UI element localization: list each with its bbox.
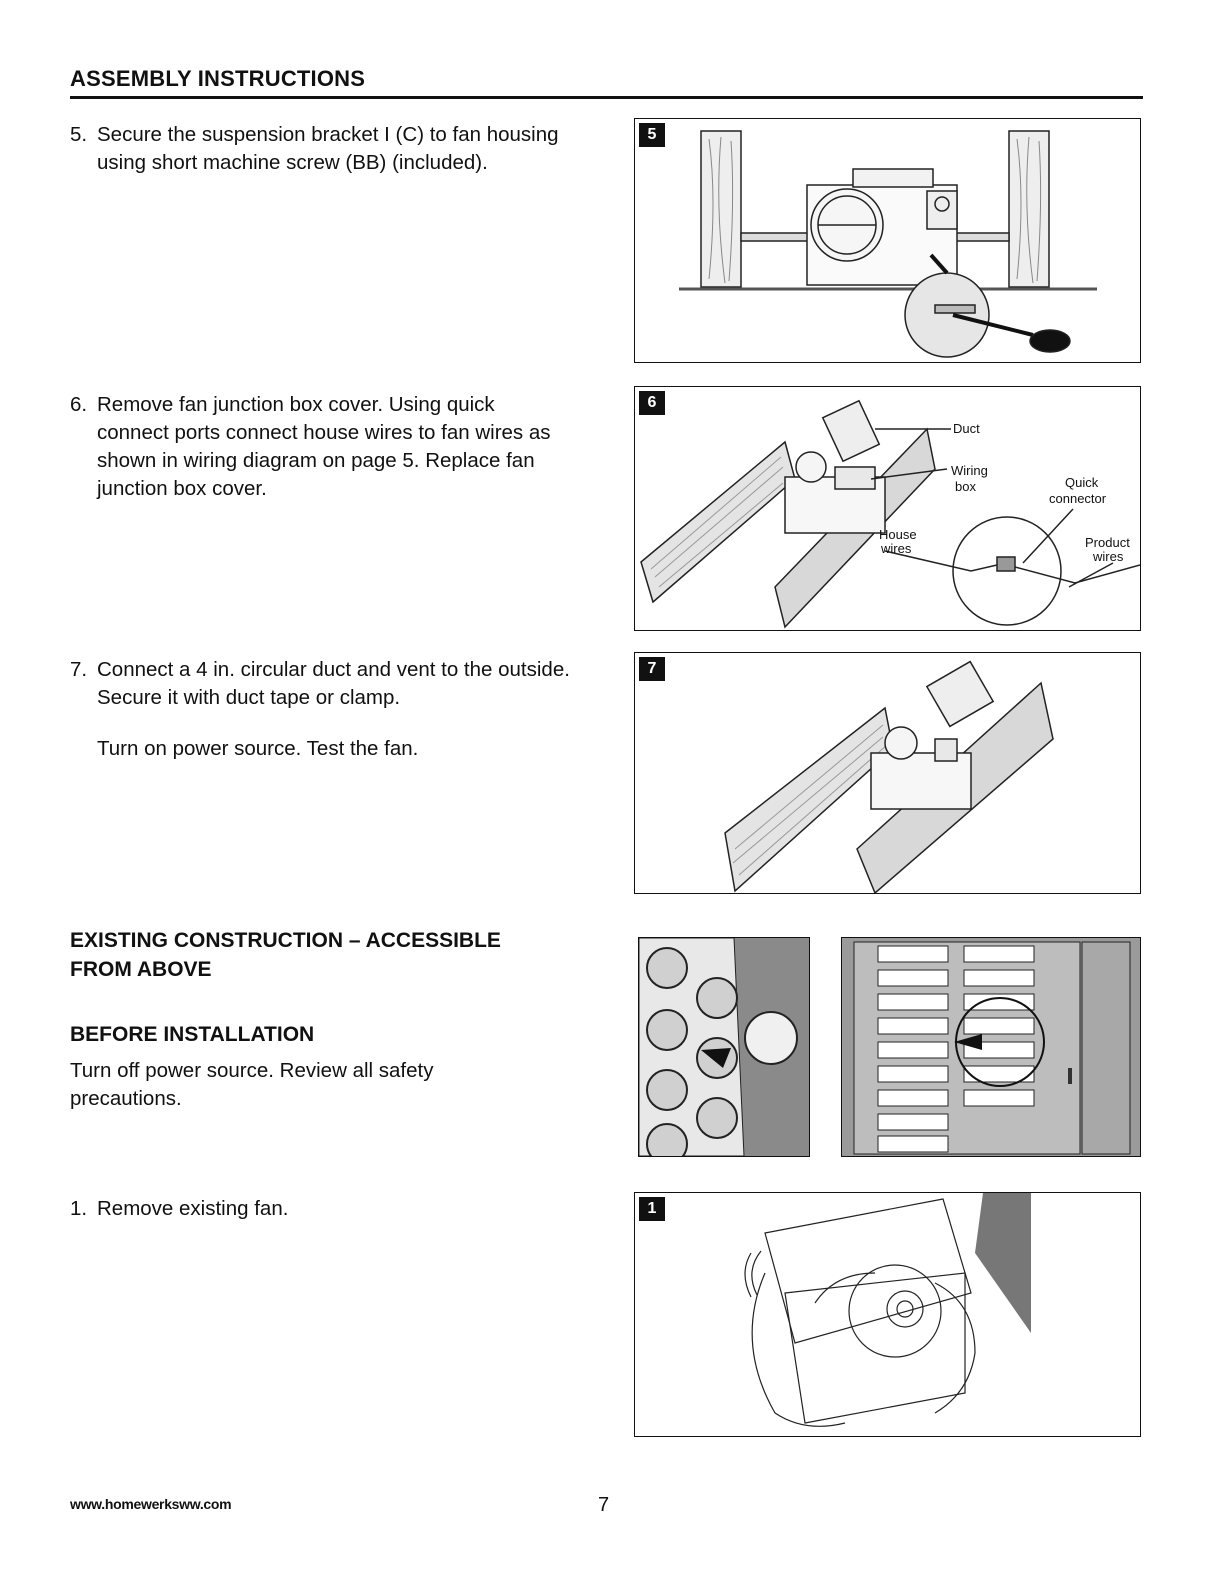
figure-5-illustration xyxy=(635,119,1140,362)
figure-breaker-panel xyxy=(841,937,1141,1157)
figure-badge: 7 xyxy=(639,657,665,681)
step-number: 6. xyxy=(70,393,88,416)
label-quick: Quick xyxy=(1065,475,1099,490)
step-text: Secure the suspension bracket I (C) to fan housing using short machine screw (BB) (included). xyxy=(97,123,559,174)
label-house-wires: wires xyxy=(881,541,912,556)
label-wiring: Wiring xyxy=(951,463,988,478)
page-title: ASSEMBLY INSTRUCTIONS xyxy=(70,66,1143,99)
label-house: House xyxy=(879,527,917,542)
label-connector: connector xyxy=(1049,491,1107,506)
before-installation-text: Turn off power source. Review all safety precautions. xyxy=(70,1059,434,1110)
step-text: Connect a 4 in. circular duct and vent to the outside. Secure it with duct tape or clamp. xyxy=(97,658,570,709)
existing-step-1 xyxy=(70,1195,570,1223)
figure-badge: 6 xyxy=(639,391,665,415)
figure-7-illustration xyxy=(635,653,1140,893)
step-number: 7. xyxy=(70,658,88,681)
step-6 xyxy=(70,391,570,503)
figure-5 xyxy=(634,118,1141,363)
label-duct: Duct xyxy=(953,421,980,436)
step-7-note: Turn on power source. Test the fan. xyxy=(97,737,419,760)
step-number: 5. xyxy=(70,123,88,146)
label-product: Product xyxy=(1085,535,1130,550)
section-heading-before-installation: BEFORE INSTALLATION xyxy=(70,1023,315,1046)
figure-6-illustration xyxy=(635,387,1140,630)
step-5 xyxy=(70,121,570,177)
label-box: box xyxy=(955,479,976,494)
label-product-wires: wires xyxy=(1093,549,1124,564)
page-number: 7 xyxy=(598,1494,610,1516)
figure-1 xyxy=(634,1192,1141,1437)
figure-breaker-box-closeup xyxy=(638,937,810,1157)
step-7 xyxy=(70,656,570,712)
figure-badge: 1 xyxy=(639,1197,665,1221)
figure-7 xyxy=(634,652,1141,894)
figure-1-illustration xyxy=(635,1193,1140,1436)
figure-6 xyxy=(634,386,1141,631)
step-text: Remove existing fan. xyxy=(97,1197,289,1220)
section-heading-existing: EXISTING CONSTRUCTION – ACCESSIBLE FROM ABOVE xyxy=(70,929,501,981)
figure-badge: 5 xyxy=(639,123,665,147)
step-number: 1. xyxy=(70,1197,88,1220)
step-text: Remove fan junction box cover. Using quick connect ports connect house wires to fan wires as shown in wiring diagram on page 5. Replace fan junction box cover. xyxy=(97,393,551,500)
footer-website[interactable]: www.homewerksww.com xyxy=(70,1496,232,1512)
